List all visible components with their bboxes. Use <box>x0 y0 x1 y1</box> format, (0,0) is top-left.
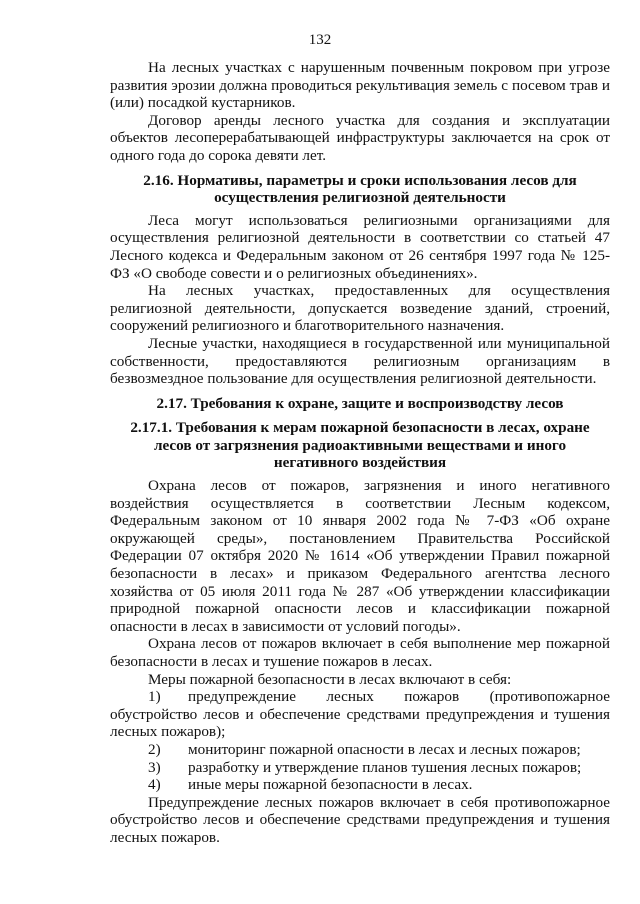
list-item-number: 2) <box>148 740 161 758</box>
paragraph-fire-protection-law: Охрана лесов от пожаров, загрязнения и иного негативного воздействия осуществляется в соответствии Лесным кодексом, Федеральным законом от 10 января 2002 года № 7-ФЗ «Об охране окружающей среды», постановлением Правительства Российской Федерации 07 октября 2020 № 1614 «Об утверждении Правил пожарной безопасности в лесах» и приказом Федерального агентства лесного хозяйства от 05 июля 2011 года № 287 «Об утверждении классификации природной пожарной опасности лесов и классификации пожарной опасности в лесах в зависимости от условий погоды». <box>110 477 610 635</box>
paragraph-recultivation: На лесных участках с нарушенным почвенным покровом при угрозе развития эрозии должна проводиться рекультивация земель с посевом трав и (или) посадкой кустарников. <box>110 59 610 112</box>
paragraph-religious-buildings: На лесных участках, предоставленных для осуществления религиозной деятельности, допускается возведение зданий, строений, сооружений религиозного и благотворительного назначения. <box>110 282 610 335</box>
paragraph-fire-protection-includes: Охрана лесов от пожаров включает в себя выполнение мер пожарной безопасности в лесах и тушение пожаров в лесах. <box>110 635 610 670</box>
page-number: 132 <box>308 32 332 48</box>
list-item-text: предупреждение лесных пожаров (противопожарное обустройство лесов и обеспечение средствами предупреждения и тушения лесных пожаров); <box>110 688 610 741</box>
heading-2-17: 2.17. Требования к охране, защите и воспроизводству лесов <box>156 394 564 412</box>
list-item <box>110 776 610 794</box>
document-body <box>110 59 610 847</box>
heading-2-16: 2.16. Нормативы, параметры и сроки использования лесов для осуществления религиозной деятельности <box>143 171 577 207</box>
paragraph-religious-use: Леса могут использоваться религиозными организациями для осуществления религиозной деятельности в соответствии со статьей 47 Лесного кодекса и Федеральным законом от 26 сентября 1997 года № 125-ФЗ «О свободе совести и о религиозных объединениях». <box>110 211 610 282</box>
list-item <box>110 741 610 759</box>
paragraph-fire-prevention: Предупреждение лесных пожаров включает в себя противопожарное обустройство лесов и обеспечение средствами предупреждения и тушения лесных пожаров. <box>110 793 610 846</box>
list-item-number: 4) <box>148 776 161 794</box>
list-item-text: разработку и утверждение планов тушения лесных пожаров; <box>188 758 582 776</box>
list-item-text: иные меры пожарной безопасности в лесах. <box>188 776 473 794</box>
list-item <box>110 759 610 777</box>
paragraph-free-use: Лесные участки, находящиеся в государственной или муниципальной собственности, предоставляются религиозным организациям в безвозмездное пользование для осуществления религиозной деятельности. <box>110 334 610 388</box>
list-item <box>110 688 610 741</box>
list-item-number: 3) <box>148 758 161 776</box>
paragraph-lease-term: Договор аренды лесного участка для создания и эксплуатации объектов лесоперерабатывающей инфраструктуры заключается на срок от одного года до сорока девяти лет. <box>110 111 610 164</box>
list-item-text: мониторинг пожарной опасности в лесах и лесных пожаров; <box>188 740 581 758</box>
paragraph-measures-intro: Меры пожарной безопасности в лесах включают в себя: <box>148 670 512 688</box>
list-item-number: 1) <box>148 688 161 706</box>
heading-2-17-1: 2.17.1. Требования к мерам пожарной безопасности в лесах, охране лесов от загрязнения радиоактивными веществами и иного негативного воздействия <box>130 419 590 472</box>
